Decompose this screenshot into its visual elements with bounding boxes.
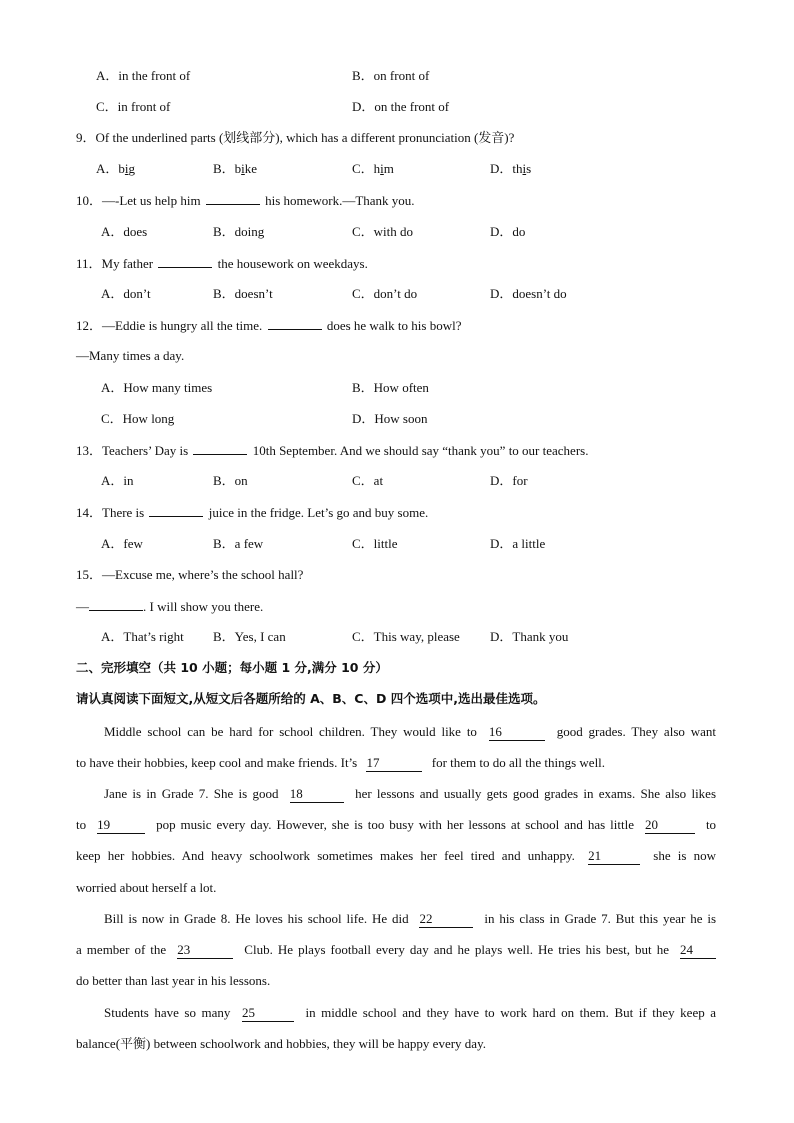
blank-20: 20	[645, 817, 695, 834]
q11-option-c: C．don’t do	[352, 286, 418, 301]
section-instruction: 请认真阅读下面短文,从短文后各题所给的 A、B、C、D 四个选项中,选出最佳选项。	[76, 691, 546, 706]
passage-line: a member of the 23 Club. He plays football every day and he plays well. He tries his best, but he 24	[76, 934, 716, 965]
q10-option-d: D．do	[490, 224, 526, 239]
q13-option-b: B．on	[213, 473, 248, 488]
passage-line: worried about herself a lot.	[76, 879, 217, 895]
q9-option-c: C．him	[352, 161, 394, 176]
passage-line: to 19 pop music every day. However, she is too busy with her lessons at school and has little 20 to	[76, 817, 717, 833]
q15-option-c: C．This way, please	[352, 629, 460, 644]
blank-19: 19	[97, 817, 145, 834]
q10-option-c: C．with do	[352, 224, 414, 239]
passage-line: Students have so many 25 in middle school and they have to work hard on them. But if they keep a	[104, 1005, 717, 1020]
answer-blank	[193, 440, 247, 455]
answer-blank	[89, 596, 143, 611]
q10-option-a: A．does	[101, 224, 148, 239]
q11-option-d: D．doesn’t do	[490, 286, 567, 301]
q15-option-d: D．Thank you	[490, 629, 569, 644]
q12-option-c: C．How long	[101, 411, 175, 426]
blank-18: 18	[290, 786, 344, 803]
passage-paragraph-4	[76, 997, 716, 1059]
q12-option-d: D．How soon	[352, 411, 428, 426]
q14-option-b: B．a few	[213, 536, 264, 551]
answer-blank	[149, 502, 203, 517]
q15-stem: 15．—Excuse me, where’s the school hall?	[76, 567, 304, 582]
q14-option-a: A．few	[101, 536, 143, 551]
passage-line: Bill is now in Grade 8. He loves his school life. He did 22 in his class in Grade 7. But this year he is	[104, 911, 717, 926]
blank-21: 21	[588, 848, 640, 865]
blank-16: 16	[489, 724, 545, 741]
passage-paragraph-3	[76, 903, 716, 997]
q14-stem: 14．There is juice in the fridge. Let’s go and buy some.	[76, 502, 428, 522]
q8-option-d: D．on the front of	[352, 99, 450, 114]
q12-stem: 12．—Eddie is hungry all the time. does he walk to his bowl?	[76, 315, 461, 335]
q11-option-a: A．don’t	[101, 286, 151, 301]
q13-option-c: C．at	[352, 473, 384, 488]
q9-option-d: D．this	[490, 161, 532, 176]
blank-23: 23	[177, 942, 233, 959]
q9-option-a: A．big	[96, 161, 136, 176]
section-title: 二、完形填空（共 10 小题；每小题 1 分,满分 10 分）	[76, 660, 388, 675]
q9-stem: 9．Of the underlined parts (划线部分), which has a different pronunciation (发音)?	[76, 130, 515, 145]
q14-option-c: C．little	[352, 536, 398, 551]
q13-option-a: A．in	[101, 473, 134, 488]
passage-line: balance(平衡) between schoolwork and hobbies, they will be happy every day.	[76, 1036, 486, 1052]
passage-paragraph-2	[76, 778, 716, 903]
passage-line: to have their hobbies, keep cool and make friends. It’s 17 for them to do all the things well.	[76, 755, 606, 771]
passage-line: Middle school can be hard for school children. They would like to 16 good grades. They also want	[104, 724, 717, 739]
blank-25: 25	[242, 1005, 294, 1022]
blank-17: 17	[366, 755, 422, 772]
passage-paragraph-1	[76, 716, 716, 778]
passage-line: Jane is in Grade 7. She is good 18 her lessons and usually gets good grades in exams. She also likes	[104, 786, 717, 801]
q11-option-b: B．doesn’t	[213, 286, 273, 301]
blank-24: 24	[680, 942, 716, 959]
q14-option-d: D．a little	[490, 536, 546, 551]
q15-option-b: B．Yes, I can	[213, 629, 286, 644]
passage-line: keep her hobbies. And heavy schoolwork sometimes makes her feel tired and unhappy. 21 she is now	[76, 848, 716, 864]
q13-option-d: D．for	[490, 473, 528, 488]
q12-option-b: B．How often	[352, 380, 429, 395]
q8-option-a: A．in the front of	[96, 68, 191, 83]
q10-option-b: B．doing	[213, 224, 265, 239]
answer-blank	[158, 253, 212, 268]
q12-option-a: A．How many times	[101, 380, 213, 395]
q13-stem: 13．Teachers’ Day is 10th September. And we should say “thank you” to our teachers.	[76, 440, 588, 460]
q9-option-b: B．bike	[213, 161, 258, 176]
blank-22: 22	[419, 911, 473, 928]
q10-stem: 10．—-Let us help him his homework.—Thank you.	[76, 190, 415, 210]
q15-option-a: A．That’s right	[101, 629, 184, 644]
passage-line: do better than last year in his lessons.	[76, 973, 271, 989]
answer-blank	[206, 190, 260, 205]
q11-stem: 11．My father the housework on weekdays.	[76, 253, 368, 273]
q12-reply: —Many times a day.	[76, 348, 185, 363]
q15-reply: — . I will show you there.	[76, 596, 263, 616]
answer-blank	[268, 315, 322, 330]
q8-option-c: C．in front of	[96, 99, 171, 114]
q8-option-b: B．on front of	[352, 68, 430, 83]
